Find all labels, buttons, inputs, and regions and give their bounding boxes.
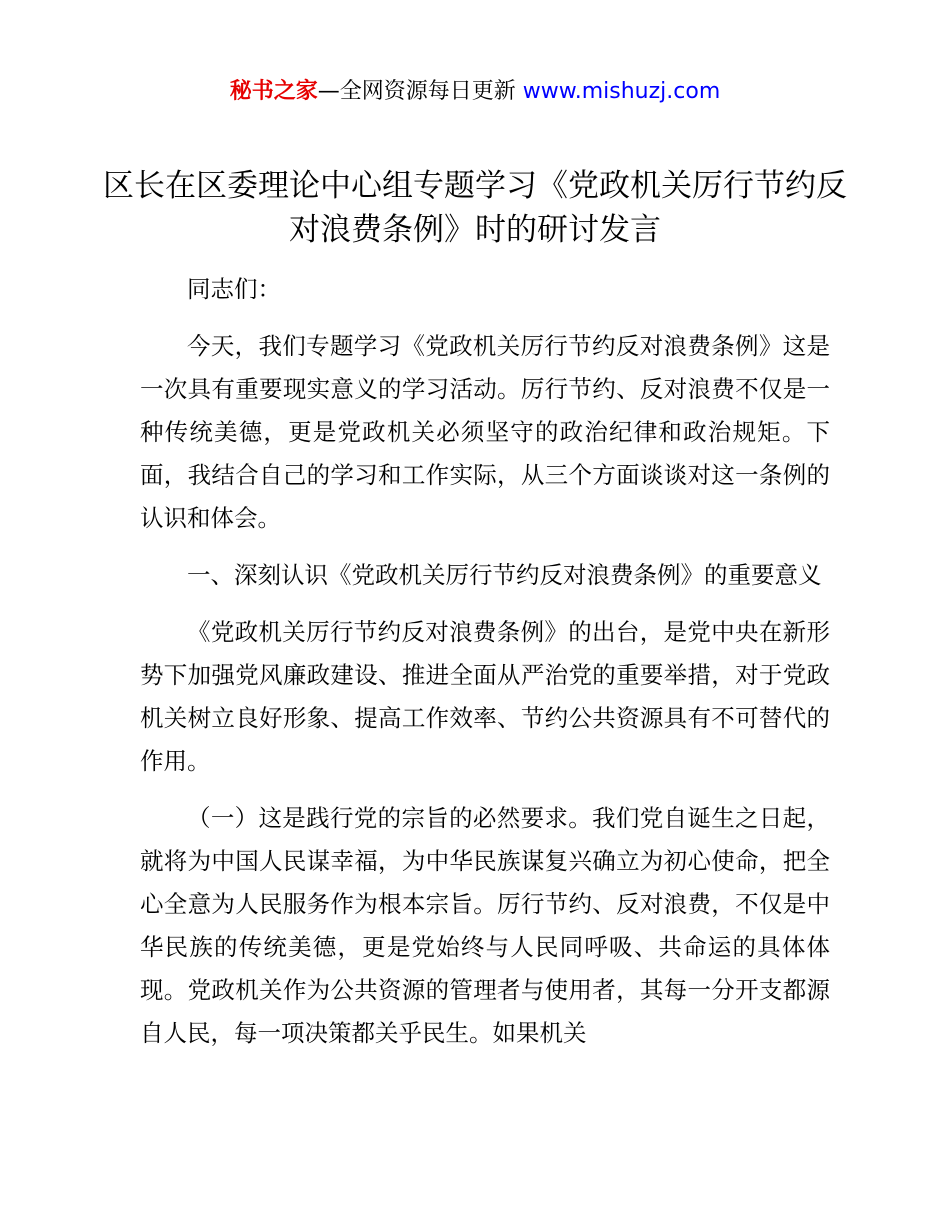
greeting-paragraph: 同志们： [187,275,281,303]
body-paragraph: 今天，我们专题学习《党政机关厉行节约反对浪费条例》这是一次具有重要现实意义的学习活动。厉行节约、反对浪费不仅是一种传统美德，更是党政机关必须坚守的政治纪律和政治规矩。下面，我结合自己的学习和工作实际，从三个方面谈谈对这一条例的认识和体会。 [140,332,830,532]
document-title: 区长在区委理论中心组专题学习《党政机关厉行节约反对浪费条例》时的研讨发言 [103,168,847,248]
body-paragraph: 《党政机关厉行节约反对浪费条例》的出台，是党中央在新形势下加强党风廉政建设、推进全面从严治党的重要举措，对于党政机关树立良好形象、提高工作效率、节约公共资源具有不可替代的作用。 [140,618,830,775]
site-tagline: —全网资源每日更新 [317,79,523,104]
site-brand: 秘书之家 [229,79,318,104]
site-header [0,76,950,108]
document-body [140,268,830,1069]
subsection-paragraph-1: （一）这是践行党的宗旨的必然要求。我们党自诞生之日起，就将为中国人民谋幸福，为中华民族谋复兴确立为初心使命，把全心全意为人民服务作为根本宗旨。厉行节约、反对浪费，不仅是中华民族的传统美德，更是党始终与人民同呼吸、共命运的具体体现。党政机关作为公共资源的管理者与使用者，其每一分开支都源自人民，每一项决策都关乎民生。如果机关 [140,804,830,1047]
site-url-link[interactable]: www.mishuzj.com [522,79,721,104]
section-heading-1: 一、深刻认识《党政机关厉行节约反对浪费条例》的重要意义 [187,561,822,589]
